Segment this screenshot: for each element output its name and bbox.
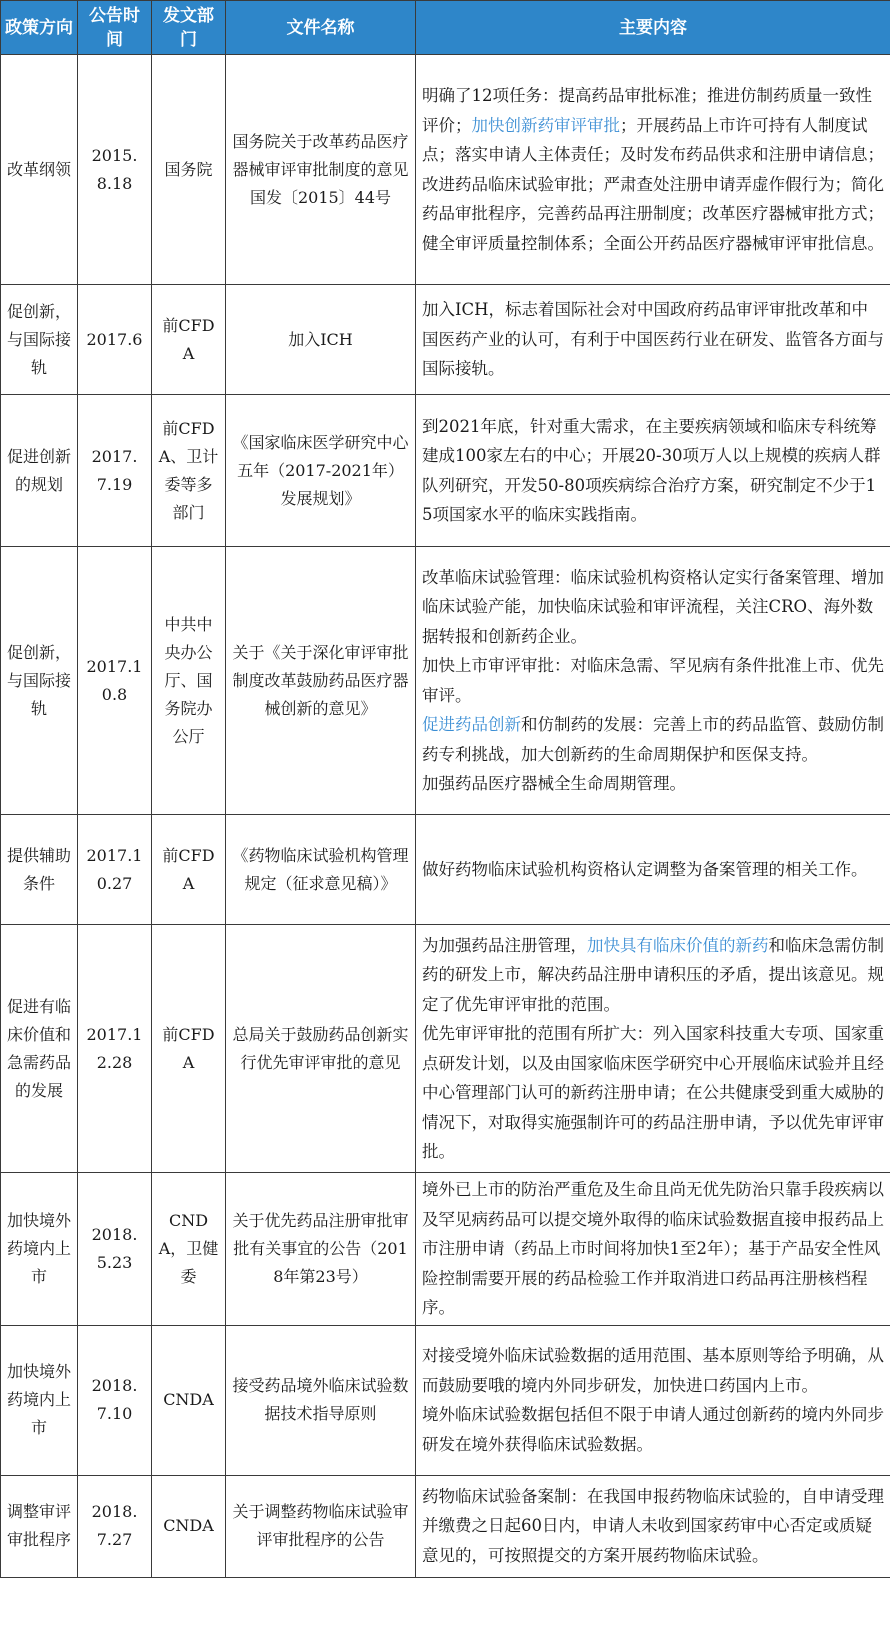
cell-dept: CNDA: [152, 1325, 226, 1475]
content-text: 改革临床试验管理：临床试验机构资格认定实行备案管理、增加临床试验产能，加快临床试验和审评流程，关注CRO、海外数据转报和创新药企业。: [422, 567, 884, 646]
content-paragraph: [422, 81, 884, 258]
table-row: [1, 395, 890, 547]
cell-content: [416, 815, 890, 925]
cell-title: 接受药品境外临床试验数据技术指导原则: [226, 1325, 416, 1475]
cell-content: [416, 925, 890, 1173]
table-row: [1, 55, 890, 285]
cell-date: 2018.5.23: [78, 1173, 152, 1326]
content-text: 加强药品医疗器械全生命周期管理。: [422, 774, 686, 793]
cell-date: 2018.7.27: [78, 1475, 152, 1577]
content-paragraph: [422, 1482, 884, 1571]
cell-content: [416, 1325, 890, 1475]
cell-date: 2017.6: [78, 285, 152, 395]
cell-title: 国务院关于改革药品医疗器械审评审批制度的意见国发〔2015〕44号: [226, 55, 416, 285]
cell-title: 总局关于鼓励药品创新实行优先审评审批的意见: [226, 925, 416, 1173]
cell-dept: CNDA，卫健委: [152, 1173, 226, 1326]
content-text: 加入ICH，标志着国际社会对中国政府药品审评审批改革和中国医药产业的认可，有利于中国医药行业在研发、监管各方面与国际接轨。: [422, 300, 884, 379]
content-paragraph: [422, 563, 884, 652]
cell-direction: 加快境外药境内上市: [1, 1173, 78, 1326]
cell-dept: CNDA: [152, 1475, 226, 1577]
header-date: 公告时间: [78, 1, 152, 55]
cell-direction: 促创新，与国际接轨: [1, 285, 78, 395]
cell-dept: 前CFDA: [152, 925, 226, 1173]
content-paragraph: [422, 1175, 884, 1323]
cell-title: 《国家临床医学研究中心五年（2017-2021年）发展规划》: [226, 395, 416, 547]
cell-date: 2018.7.10: [78, 1325, 152, 1475]
cell-direction: 调整审评审批程序: [1, 1475, 78, 1577]
cell-title: 加入ICH: [226, 285, 416, 395]
content-text: 和仿制药的发展：完善上市的药品监管、鼓励仿制药专利挑战，加大创新药的生命周期保护和医保支持。: [422, 715, 884, 764]
table-row: [1, 285, 890, 395]
cell-date: 2017.7.19: [78, 395, 152, 547]
content-text: 对接受境外临床试验数据的适用范围、基本原则等给予明确，从而鼓励要哦的境内外同步研发，加快进口药国内上市。: [422, 1346, 884, 1395]
content-paragraph: [422, 295, 884, 384]
cell-direction: 提供辅助条件: [1, 815, 78, 925]
cell-title: 《药物临床试验机构管理规定（征求意见稿）》: [226, 815, 416, 925]
cell-content: [416, 285, 890, 395]
cell-date: 2017.10.27: [78, 815, 152, 925]
content-text: 加快上市审评审批：对临床急需、罕见病有条件批准上市、优先审评。: [422, 656, 884, 705]
content-text: 和临床急需仿制药的研发上市，解决药品注册申请积压的矛盾，提出该意见。规定了优先审评审批的范围。: [422, 935, 884, 1014]
content-text: 境外临床试验数据包括但不限于申请人通过创新药的境内外同步研发在境外获得临床试验数据。: [422, 1405, 884, 1454]
cell-content: [416, 395, 890, 547]
cell-content: [416, 1173, 890, 1326]
content-text: 做好药物临床试验机构资格认定调整为备案管理的相关工作。: [422, 859, 868, 879]
content-paragraph: [422, 1019, 884, 1167]
cell-date: 2017.10.8: [78, 547, 152, 815]
content-text: 优先审评审批的范围有所扩大：列入国家科技重大专项、国家重点研发计划，以及由国家临床医学研究中心开展临床试验并且经中心管理部门认可的新药注册申请；在公共健康受到重大威胁的情况下，对取得实施强制许可的药品注册申请，予以优先审评审批。: [422, 1024, 884, 1161]
content-text: 到2021年底，针对重大需求，在主要疾病领域和临床专科统筹建成100家左右的中心；开展20-30项万人以上规模的疾病人群队列研究，开发50-80项疾病综合治疗方案，研究制定不少于15项国家水平的临床实践指南。: [422, 416, 881, 524]
cell-date: 2017.12.28: [78, 925, 152, 1173]
table-row: [1, 1173, 890, 1326]
cell-content: [416, 55, 890, 285]
cell-date: 2015.8.18: [78, 55, 152, 285]
header-row: [1, 1, 890, 55]
cell-direction: 促进创新的规划: [1, 395, 78, 547]
cell-direction: 促创新，与国际接轨: [1, 547, 78, 815]
cell-title: 关于调整药物临床试验审评审批程序的公告: [226, 1475, 416, 1577]
header-dept: 发文部门: [152, 1, 226, 55]
table-row: [1, 1475, 890, 1577]
content-text: 境外已上市的防治严重危及生命且尚无优先防治只靠手段疾病以及罕见病药品可以提交境外取得的临床试验数据直接申报药品上市注册申请（药品上市时间将加快1至2年）；基于产品安全性风险控制需要开展的药品检验工作并取消进口药品再注册核档程序。: [422, 1180, 884, 1317]
policy-table-body: [1, 55, 890, 1578]
content-paragraph: [422, 651, 884, 710]
cell-content: [416, 1475, 890, 1577]
cell-title: 关于《关于深化审评审批制度改革鼓励药品医疗器械创新的意见》: [226, 547, 416, 815]
content-paragraph: [422, 769, 884, 799]
cell-direction: 促进有临床价值和急需药品的发展: [1, 925, 78, 1173]
header-content: 主要内容: [416, 1, 890, 55]
cell-dept: 国务院: [152, 55, 226, 285]
header-title: 文件名称: [226, 1, 416, 55]
cell-direction: 改革纲领: [1, 55, 78, 285]
table-row: [1, 815, 890, 925]
cell-dept: 中共中央办公厅、国务院办公厅: [152, 547, 226, 815]
highlighted-text: 加快创新药审评审批: [471, 115, 620, 135]
highlighted-text: 加快具有临床价值的新药: [587, 935, 769, 955]
cell-dept: 前CFDA、卫计委等多部门: [152, 395, 226, 547]
content-paragraph: [422, 412, 884, 530]
cell-dept: 前CFDA: [152, 815, 226, 925]
content-text: 为加强药品注册管理，: [422, 935, 587, 955]
content-text: 药物临床试验备案制：在我国申报药物临床试验的，自申请受理并缴费之日起60日内，申请人未收到国家药审中心否定或质疑意见的，可按照提交的方案开展药物临床试验。: [422, 1486, 884, 1565]
content-text: 明确了12项任务：提高药品审批标准；推进仿制药质量一致性评价；: [422, 86, 872, 135]
content-text: ；开展药品上市许可持有人制度试点；落实申请人主体责任；及时发布药品供求和注册申请信息；改进药品临床试验审批；严肃查处注册申请弄虚作假行为；简化药品审批程序，完善药品再注册制度；改革医疗器械审批方式；健全审评质量控制体系；全面公开药品医疗器械审评审批信息。: [422, 115, 884, 253]
table-row: [1, 1325, 890, 1475]
content-paragraph: [422, 855, 884, 885]
table-row: [1, 925, 890, 1173]
header-direction: 政策方向: [1, 1, 78, 55]
content-paragraph: [422, 1341, 884, 1400]
cell-title: 关于优先药品注册审批审批有关事宜的公告（2018年第23号）: [226, 1173, 416, 1326]
content-paragraph: [422, 1400, 884, 1459]
highlighted-text: 促进药品创新: [422, 715, 521, 734]
table-row: [1, 547, 890, 815]
content-paragraph: [422, 710, 884, 769]
cell-direction: 加快境外药境内上市: [1, 1325, 78, 1475]
content-paragraph: [422, 931, 884, 1020]
cell-content: [416, 547, 890, 815]
cell-dept: 前CFDA: [152, 285, 226, 395]
